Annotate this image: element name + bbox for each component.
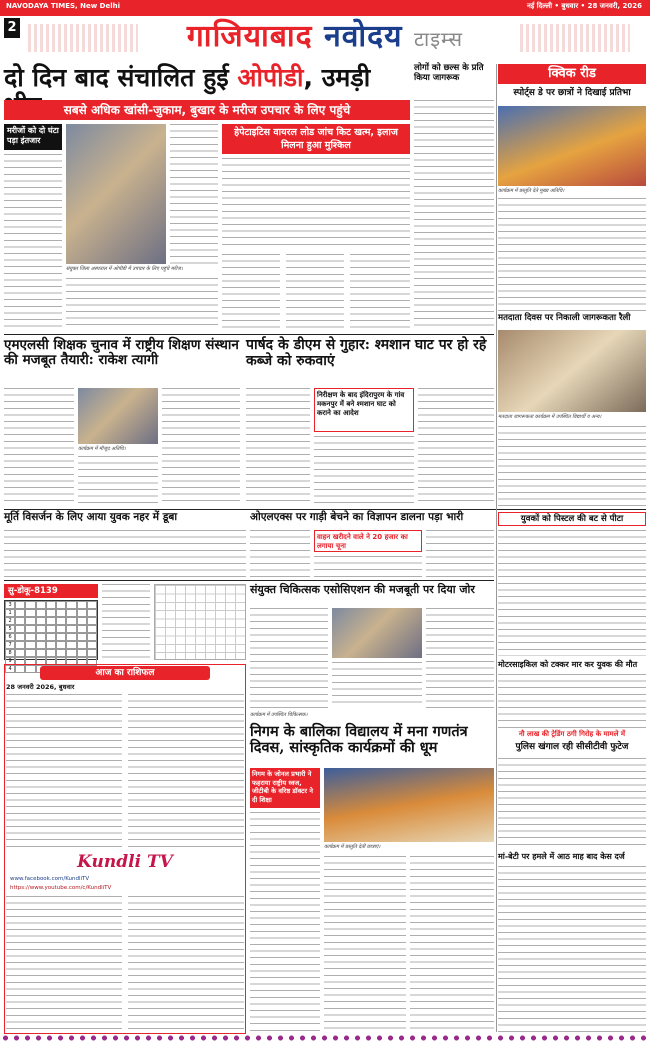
masthead-pattern-right [520, 24, 630, 52]
sudoku-cell [36, 617, 46, 625]
sudoku-cell: 2 [5, 617, 15, 625]
sudoku-cell [56, 649, 66, 657]
lead-headline-part1: दो दिन बाद संचालित हुई [4, 63, 238, 92]
medical-photo [332, 608, 422, 658]
parshad-column-3 [418, 388, 494, 506]
pistol-box-head: युवकों को पिस्टल की बट से पीटा [498, 512, 646, 526]
divider-2 [4, 509, 646, 510]
accident-headline: मोटरसाइकिल को टक्कर मार कर युवक की मौत [498, 659, 638, 669]
sudoku-cell [36, 609, 46, 617]
sports-photo [498, 106, 646, 186]
sudoku-cell [25, 625, 35, 633]
sudoku-cell [77, 641, 87, 649]
top-bar [0, 0, 650, 16]
sudoku-cell [15, 641, 25, 649]
medical-column-3 [426, 608, 494, 708]
sudoku-cell [87, 617, 97, 625]
nigam-photo [324, 768, 494, 842]
lead-subhead: सबसे अधिक खांसी-जुकाम, बुखार के मरीज उपचार के लिए पहुंचे [4, 100, 410, 120]
sudoku-cell: 1 [5, 609, 15, 617]
sudoku-cell [77, 633, 87, 641]
lead-photo-caption: संयुक्त जिला अस्पताल में ओपीडी में उपचार के लिए पहुंचे मरीज। [66, 266, 183, 272]
rashifal-column-1 [6, 694, 122, 848]
sudoku-cell [46, 617, 56, 625]
sudoku-cell [87, 641, 97, 649]
mlc-column-2 [78, 456, 158, 506]
column-rule [496, 64, 497, 1032]
medical-headline: संयुक्त चिकित्सक एसोसिएशन की मजबूती पर दिया जोर [250, 583, 475, 596]
accident-text [498, 674, 646, 728]
cctv-text [498, 758, 646, 850]
rashifal-date: 28 जनवरी 2026, बुधवार [6, 683, 75, 691]
rashifal-title: आज का राशिफल [40, 666, 210, 680]
rashifal-column-3 [6, 896, 122, 1032]
sudoku-cell [56, 601, 66, 609]
lead-column-1 [4, 154, 62, 329]
sudoku-cell [36, 625, 46, 633]
murti-text [4, 530, 246, 578]
attack-headline: मां-बेटी पर हमले में आठ माह बाद केस दर्ज [498, 851, 625, 861]
sudoku-cell [25, 609, 35, 617]
sudoku-cell [36, 649, 46, 657]
lead-side-head: मरीजों को दो घंटा पड़ा इंतजार [4, 124, 62, 150]
lead-column-2 [170, 124, 218, 264]
voter-rally-photo [498, 330, 646, 412]
lead-headline [4, 64, 410, 98]
voter-rally-caption: मतदाता जागरूकता कार्यक्रम में उपस्थित विद्यार्थी व अन्य। [498, 414, 602, 420]
sudoku-cell [15, 601, 25, 609]
masthead-city: गाजियाबाद [186, 19, 313, 54]
divider-3 [4, 580, 494, 581]
sudoku-cell [56, 609, 66, 617]
sudoku-cell [66, 617, 76, 625]
sudoku-cell [25, 601, 35, 609]
medical-photo-caption: कार्यक्रम में उपस्थित चिकित्सक। [250, 712, 308, 718]
quick-read-banner: क्विक रीड [498, 64, 646, 84]
sudoku-cell [56, 617, 66, 625]
sudoku-cell [77, 649, 87, 657]
mlc-column-3 [162, 388, 240, 506]
footer-dots [0, 1033, 650, 1043]
sudoku-cell [46, 609, 56, 617]
masthead [0, 16, 650, 62]
olx-column-3 [426, 530, 494, 578]
sudoku-cell [87, 625, 97, 633]
cctv-headline: पुलिस खंगाल रही सीसीटीवी फुटेज [515, 742, 629, 752]
nigam-column-1 [250, 812, 320, 1032]
sudoku-cell: 9 [5, 657, 15, 665]
parshad-column-2 [314, 436, 414, 506]
sudoku-cell [15, 617, 25, 625]
sudoku-cell: 3 [5, 601, 15, 609]
masthead-pattern-left [28, 24, 138, 52]
sudoku-cell [56, 633, 66, 641]
sudoku-cell [66, 625, 76, 633]
kundli-logo: Kundli TV [77, 852, 173, 872]
sudoku-cell [15, 609, 25, 617]
sudoku-cell [77, 609, 87, 617]
attack-text [498, 866, 646, 1032]
lead-box-col-c [350, 254, 410, 330]
sudoku-cell [46, 601, 56, 609]
sudoku-cell [87, 649, 97, 657]
sudoku-cell [66, 641, 76, 649]
sudoku-cell [56, 641, 66, 649]
brief-headline: लोगों को छल्स के प्रति किया जागरूक [414, 63, 484, 83]
lead-box-text [222, 158, 410, 250]
sudoku-cell: 6 [5, 633, 15, 641]
masthead-brand: नवोदय [324, 19, 403, 54]
rashifal-column-2 [128, 694, 244, 848]
sudoku-cell [15, 625, 25, 633]
sudoku-cell [87, 601, 97, 609]
parshad-headline: पार्षद के डीएम से गुहार: श्मशान घाट पर हो रहे कब्जे को रुकवाएं [246, 337, 487, 369]
mlc-photo-caption: कार्यक्रम में मौजूद अतिथि। [78, 446, 126, 452]
lead-box-col-b [286, 254, 344, 330]
sudoku-cell [46, 633, 56, 641]
brief-text [414, 100, 494, 330]
sudoku-cell [77, 601, 87, 609]
lead-photo [66, 124, 166, 264]
lead-headline-part2: , उमड़ी [303, 63, 371, 92]
sudoku-cell [77, 625, 87, 633]
sudoku-solution [154, 584, 246, 660]
nigam-photo-caption: कार्यक्रम में प्रस्तुति देतीं छात्राएं। [324, 844, 381, 850]
murti-headline: मूर्ति विसर्जन के लिए आया युवक नहर में डूबा [4, 511, 178, 523]
lead-box-head: हेपेटाइटिस वायरल लोड जांच किट खत्म, इलाज मिलना हुआ मुश्किल [222, 124, 410, 154]
parshad-box-head: निरीक्षण के बाद इंदिरापुरम के गांव मकनपुर में बने श्मशान घाट को कराने का आदेश [314, 388, 414, 432]
cctv-kicker: नौ लाख की ट्रेडिंग ठगी गिरोह के मामले में [518, 730, 626, 738]
mlc-column-1 [4, 388, 74, 506]
olx-box-head: वाहन खरीदने वाले ने 20 हजार का लगाया चूना [314, 530, 422, 552]
sudoku-cell: 4 [5, 665, 15, 673]
mlc-headline: एमएलसी शिक्षक चुनाव में राष्ट्रीय शिक्षण संस्थान की मजबूत तैयारी: राकेश त्यागी [4, 337, 239, 369]
sudoku-cells [5, 601, 97, 672]
sudoku-cell [15, 633, 25, 641]
paper-name: NAVODAYA TIMES, New Delhi [6, 2, 120, 10]
medical-column-2 [332, 662, 422, 708]
sudoku-cell [87, 609, 97, 617]
sudoku-cell [46, 625, 56, 633]
parshad-column-1 [246, 388, 310, 506]
divider-1 [4, 334, 494, 335]
facebook-link[interactable]: www.facebook.com/KundliTV [10, 876, 90, 882]
sudoku-cell [77, 617, 87, 625]
lead-column-3 [66, 278, 218, 330]
sudoku-cell [15, 649, 25, 657]
olx-column-1 [250, 530, 310, 578]
lead-box-col-a [222, 254, 280, 330]
sudoku-cell [66, 633, 76, 641]
page-number: 2 [4, 18, 20, 38]
edition-date: नई दिल्ली • बुधवार • 28 जनवरी, 2026 [527, 2, 642, 10]
sudoku-title: सु-डोकू-8139 [4, 584, 98, 598]
sudoku-cell [46, 649, 56, 657]
sports-photo-caption: कार्यक्रम में प्रस्तुति देते मुख्य अतिथि। [498, 188, 565, 194]
masthead-times: टाइम्स [413, 27, 464, 51]
mlc-photo [78, 388, 158, 444]
medical-column-1 [250, 608, 328, 708]
voter-rally-headline: मतदाता दिवस पर निकाली जागरूकता रैली [498, 313, 631, 323]
sudoku-cell [87, 633, 97, 641]
sudoku-cell [46, 641, 56, 649]
youtube-link[interactable]: https://www.youtube.com/c/KundliTV [10, 885, 112, 891]
sudoku-cell [66, 609, 76, 617]
nigam-column-2 [324, 856, 406, 1032]
sports-text [498, 198, 646, 312]
sudoku-cell [36, 641, 46, 649]
sports-headline: स्पोर्ट्स डे पर छात्रों ने दिखाई प्रतिभा [513, 88, 631, 98]
nigam-headline: निगम के बालिका विद्यालय में मना गणतंत्र दिवस, सांस्कृतिक कार्यक्रमों की धूम [250, 723, 468, 757]
masthead-title [140, 16, 510, 58]
sudoku-cell [36, 601, 46, 609]
voter-rally-text [498, 426, 646, 506]
sudoku-solution-grid [155, 585, 245, 659]
rashifal-column-4 [128, 896, 244, 1032]
nigam-box-head: निगम के जोनल प्रभारी ने फहराया राष्ट्रीय ध्वज, जीटीबी के वरिष्ठ डॉक्टर ने दी शिक्षा [250, 768, 320, 808]
sudoku-cell [66, 601, 76, 609]
olx-column-2 [314, 556, 422, 578]
sudoku-cell [66, 649, 76, 657]
olx-headline: ओएलएक्स पर गाड़ी बेचने का विज्ञापन डालना पड़ा भारी [250, 511, 464, 523]
sudoku-cell [56, 625, 66, 633]
lead-headline-highlight: ओपीडी [237, 63, 304, 92]
sudoku-cell [25, 617, 35, 625]
sudoku-cell [25, 633, 35, 641]
sudoku-instructions [102, 584, 150, 660]
sudoku-cell: 8 [5, 649, 15, 657]
nigam-column-3 [410, 856, 494, 1032]
sudoku-cell: 5 [5, 625, 15, 633]
sudoku-cell [25, 641, 35, 649]
sudoku-grid [4, 600, 98, 672]
pistol-text [498, 530, 646, 656]
sudoku-cell [25, 649, 35, 657]
sudoku-cell: 7 [5, 641, 15, 649]
sudoku-cell [36, 633, 46, 641]
